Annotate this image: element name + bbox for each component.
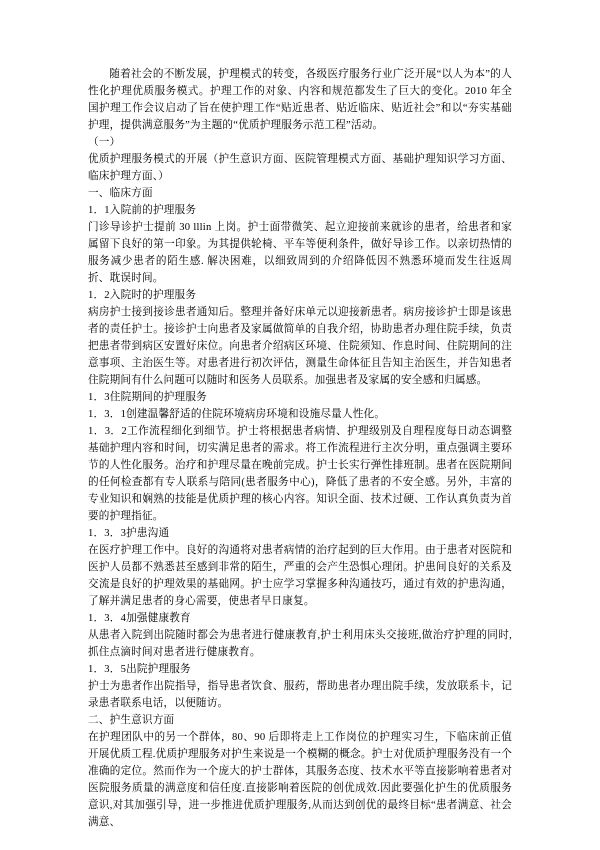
- intro-paragraph: 随着社会的不断发展，护理模式的转变，各级医疗服务行业广泛开展“以人为本”的人性化护理优质服务模式。护理工作的对象、内容和规范都发生了巨大的变化。2010 年全国护理工作会议启动了旨在使护理工作“贴近患者、贴近临床、贴近社会”和以“夯实基础护理，提供满意服务”为主题的“优质护理服务示范工程”活动。: [88, 69, 512, 131]
- heading-discharge-service: 1．3．5出院护理服务: [88, 664, 191, 675]
- para-comfortable-environment: 1．3．1创建温馨舒适的住院环境病房环境和设施尽量人性化。: [88, 409, 386, 420]
- para-admission: 病房护士接到接诊患者通知后。整理并备好床单元以迎接新患者。病房接诊护士即是该患者的责任护士。接诊护士向患者及家属做简单的自我介绍，协助患者办理住院手续，负责把患者带到病区安置好床位。向患者介绍病区环境、住院须知、作息时间、住院期间的注意事项、主治医生等。对患者进行初次评估，测量生命体征且告知主治医生，并告知患者住院期间有什么问题可以随时和医务人员联系。加强患者及家属的安全感和归属感。: [88, 307, 512, 386]
- para-discharge: 护士为患者作出院指导，指导患者饮食、服药，帮助患者办理出院手续，发放联系卡，记录患者联系电话，以便随访。: [88, 681, 512, 709]
- heading-pre-admission-service: 1．1入院前的护理服务: [88, 205, 197, 216]
- heading-health-education: 1．3．4加强健康教育: [88, 613, 191, 624]
- heading-nurse-patient-communication: 1．3．3护患沟通: [88, 528, 170, 539]
- heading-admission-service: 1．2入院时的护理服务: [88, 290, 197, 301]
- heading-nurse-awareness: 二、护生意识方面: [88, 715, 175, 726]
- heading-hospitalization-service: 1．3住院期间的护理服务: [88, 392, 207, 403]
- heading-clinical-aspect: 一、临床方面: [88, 188, 153, 199]
- para-workflow: 1．3．2工作流程细化到细节。护士将根据患者病情、护理级别及自理程度每日动态调整基础护理内容和时间，切实满足患者的需求。将工作流程进行主次分明，重点强调主要环节的人性化服务。治疗和护理尽量在晚前完成。护士长实行弹性排班制。患者在医院期间的任何检查都有专人联系与陪同(患者服务中心)，降低了患者的不安全感。另外，丰富的专业知识和娴熟的技能是优质护理的核心内容。知识全面、技术过硬、工作认真负责为首要的护理指征。: [88, 426, 512, 522]
- para-health-education: 从患者入院到出院随时都会为患者进行健康教育,护士利用床头交接班,做治疗护理的同时,抓住点滴时间对患者进行健康教育。: [88, 630, 512, 658]
- section-number-one: （一）: [88, 137, 121, 148]
- document-subtitle: 优质护理服务模式的开展（护生意识方面、医院管理模式方面、基础护理知识学习方面、临床护理方面、）: [88, 154, 512, 182]
- para-communication: 在医疗护理工作中。良好的沟通将对患者病情的治疗起到的巨大作用。由于患者对医院和医护人员都不熟悉甚至感到非常的陌生，严重的会产生恐惧心理闭。护患间良好的关系及交流是良好的护理效果的基础网。护士应学习掌握多种沟通技巧，通过有效的护患沟通，了解并满足患者的身心需要，使患者早日康复。: [88, 545, 512, 607]
- para-nurse-awareness: 在护理团队中的另一个群体，80、90 后即将走上工作岗位的护理实习生，下临床前正值开展优质工程.优质护理服务对护生来说是一个模糊的概念。护士对优质护理服务没有一个准确的定位。然而作为一个庞大的护士群体，其服务态度、技术水平等直接影响着患者对医院服务质量的满意度和信任度.直接影响着医院的创优成效.因此要强化护生的优质服务意识,对其加强引导，进一步推进优质护理服务,从而达到创优的最终目标“患者满意、社会满意、: [88, 732, 512, 828]
- para-pre-admission: 门诊导诊护士提前 30 lllin 上岗。护士面带微笑、起立迎接前来就诊的患者，给患者和家属留下良好的第一印象。为其提供轮椅、平车等便利条件，做好导诊工作。以亲切热情的服务减少患者的陌生感. 解决困难，以细致周到的介绍降低因不熟悉环境而发生往返周折、耽误时间。: [88, 222, 512, 284]
